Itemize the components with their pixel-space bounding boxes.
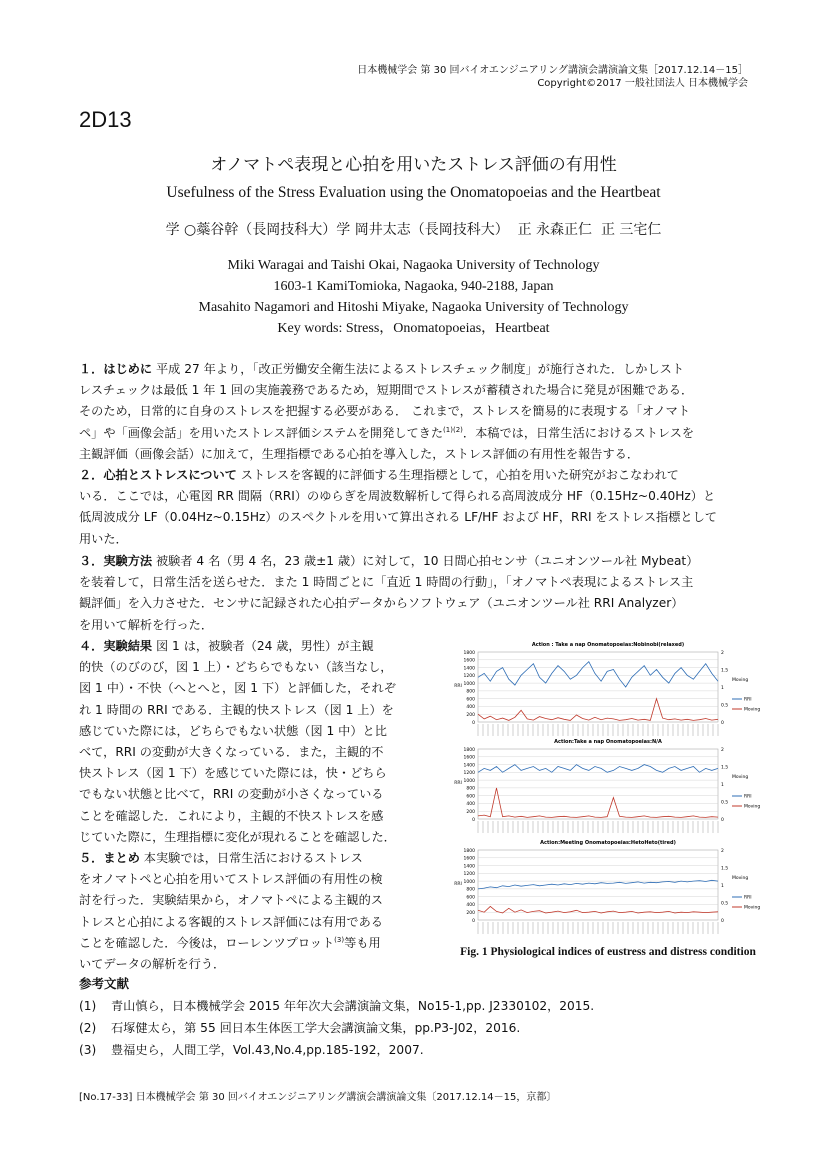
text-line: をオノマトペと心拍を用いてストレス評価の有用性の検: [79, 872, 383, 887]
page-footer: [No.17-33] 日本機械学会 第 30 回バイオエンジニアリング講演会講演論文集〔2017.12.14－15，京都〕: [79, 1092, 557, 1103]
y-tick-label: 1600: [463, 856, 475, 862]
y-tick-label: 600: [466, 794, 475, 800]
text-line: れ 1 時間の RRI である．主観的快ストレス（図 1 上）を: [79, 702, 394, 717]
y-tick-label: 200: [466, 911, 475, 917]
section-heading: ５．まとめ: [79, 851, 140, 865]
y2-tick-label: 1: [721, 782, 724, 788]
text-line: ことを確認した．今後は，ローレンツプロット$^{(3)}$等も用: [79, 935, 381, 950]
section-heading: ４．実験結果: [79, 639, 153, 653]
text-line: 快ストレス（図 1 下）を感じていた際には，快・どちら: [79, 766, 387, 781]
y-tick-label: 800: [466, 689, 475, 695]
y2-tick-label: 0: [721, 720, 724, 726]
y-axis-label: RRI: [454, 781, 462, 786]
y-tick-label: 0: [472, 918, 475, 924]
section-summary: [79, 848, 413, 975]
text-line: 観評価」を入力させた．センサに記録された心拍データからソフトウェア（ユニオンツール社 RRI Analyzer）: [79, 596, 684, 611]
chart-title: Action:Take a nap Onomatopoeias:N/A: [554, 739, 662, 745]
reference-text: 青山慎ら，日本機械学会 2015 年年次大会講演論文集，No15-1,pp. J2330102，2015.: [111, 999, 595, 1013]
series-line-moving: [478, 788, 718, 818]
text-line: そのため，日常的に自身のストレスを把握する必要がある． これまで，ストレスを簡易的に表現する「オノマト: [79, 404, 691, 419]
y-axis-label: RRI: [454, 882, 462, 887]
y-tick-label: 1200: [463, 872, 475, 878]
y-tick-label: 1800: [463, 650, 475, 656]
y2-tick-label: 0.5: [721, 703, 729, 709]
text-line: トレスと心拍による客観的ストレス評価には有用である: [79, 914, 383, 929]
chart-title: Action:Meeting Onomatopoeias:HetoHeto(tired): [540, 840, 676, 846]
plot-area: [478, 749, 718, 819]
text-line: 低周波成分 LF（0.04Hz~0.15Hz）のスペクトルを用いて算出される LF/HF および HF，RRI をストレス指標として: [79, 510, 717, 525]
text-line: じていた際に，生理指標に変化が現れることを確認した．: [79, 829, 396, 844]
authors-japanese: 学 ○蘂谷幹（長岡技科大）学 岡井太志（長岡技科大） 正 永森正仁 正 三宅仁: [165, 222, 662, 238]
y-tick-label: 1400: [463, 864, 475, 870]
text-line: ３．実験方法 被験者 4 名（男 4 名，23 歳±1 歳）に対して，10 日間心拍センサ（ユニオンツール社 Mybeat）: [79, 554, 699, 568]
y-tick-label: 400: [466, 903, 475, 909]
series-line-rri: [478, 880, 718, 889]
text-line: 感じていた際には，どちらでもない状態（図 1 中）と比: [79, 723, 387, 738]
series-line-moving: [478, 699, 718, 721]
series-line-moving: [478, 906, 718, 913]
text-line: １．はじめに 平成 27 年より，「改正労働安全衛生法によるストレスチェック制度」が施行された．しかしスト: [79, 362, 685, 376]
y2-axis-label: Moving: [732, 876, 749, 881]
y2-tick-label: 0: [721, 817, 724, 823]
y2-tick-label: 0.5: [721, 901, 729, 907]
y2-tick-label: 0.5: [721, 800, 729, 806]
y-tick-label: 600: [466, 697, 475, 703]
text-line: いてデータの解析を行う．: [79, 957, 226, 972]
section-heartbeat-stress: [79, 465, 749, 550]
text-line: を用いて解析を行った．: [79, 617, 214, 632]
series-line-rri: [478, 765, 718, 773]
y-tick-label: 0: [472, 720, 475, 726]
legend-label: Moving: [744, 707, 761, 713]
y-tick-label: 1000: [463, 879, 475, 885]
text-line: ２．心拍とストレスについて ストレスを客観的に評価する生理指標として，心拍を用いた研究がおこなわれて: [79, 468, 679, 482]
legend-label: Moving: [744, 804, 761, 810]
y-tick-label: 1600: [463, 658, 475, 664]
text-line: いる．ここでは，心電図 RR 間隔（RRI）のゆらぎを周波数解析して得られる高周波成分 HF（0.15Hz~0.40Hz）と: [79, 489, 716, 504]
y-tick-label: 800: [466, 887, 475, 893]
reference-number: (3): [79, 1043, 97, 1057]
text-line: 用いた．: [79, 531, 128, 546]
section-heading: ３．実験方法: [79, 554, 153, 568]
y-tick-label: 1800: [463, 747, 475, 753]
y2-tick-label: 2: [721, 747, 724, 753]
y2-tick-label: 1: [721, 883, 724, 889]
paper-id: 2D13: [79, 107, 132, 132]
keywords-line: Key words: Stress，Onomatopoeias，Heartbeat: [277, 321, 550, 336]
chart-tired: [448, 836, 768, 956]
legend-label: RRI: [744, 697, 752, 703]
affiliation-line: Miki Waragai and Taishi Okai, Nagaoka University of Technology: [227, 258, 600, 273]
text-line: 的快（のびのび，図 1 上）・どちらでもない（該当なし，: [79, 660, 393, 675]
y2-tick-label: 0: [721, 918, 724, 924]
plot-area: [478, 652, 718, 722]
running-header: 日本機械学会 第 30 回バイオエンジニアリング講演会講演論文集［2017.12.14－15］: [357, 65, 748, 76]
figure-caption: Fig. 1 Physiological indices of eustress and distress condition: [460, 946, 756, 958]
reference-text: 石塚健太ら，第 55 回日本生体医工学大会講演論文集，pp.P3-J02，2016.: [111, 1021, 521, 1035]
text-line: 主観評価（画像会話）に加えて，生理指標である心拍を導入した，ストレス評価の有用性を報告する．: [79, 446, 640, 461]
reference-text: 豊福史ら，人間工学，Vol.43,No.4,pp.185-192，2007.: [111, 1043, 424, 1057]
y2-tick-label: 1.5: [721, 765, 729, 771]
section-results: [79, 636, 413, 848]
section-heading: ２．心拍とストレスについて: [79, 468, 237, 482]
text-line: ５．まとめ 本実験では，日常生活におけるストレス: [79, 851, 363, 865]
y2-tick-label: 1.5: [721, 866, 729, 872]
y-tick-label: 800: [466, 786, 475, 792]
y-axis-label: RRI: [454, 684, 462, 689]
y-tick-label: 1000: [463, 778, 475, 784]
reference-item: [79, 997, 594, 1014]
section-introduction: [79, 359, 749, 465]
affiliation-line: 1603-1 KamiTomioka, Nagaoka, 940-2188, Japan: [273, 279, 554, 294]
y-tick-label: 200: [466, 713, 475, 719]
y-tick-label: 1400: [463, 763, 475, 769]
y-tick-label: 1400: [463, 666, 475, 672]
text-line: べて，RRI の変動が大きくなっている．また，主観的不: [79, 745, 384, 760]
references-heading: 参考文献: [79, 976, 130, 991]
y-tick-label: 1200: [463, 771, 475, 777]
text-line: を装着して，日常生活を送らせた．また 1 時間ごとに「直近 1 時間の行動」，「オノマトペ表現によるストレス主: [79, 575, 694, 590]
y-tick-label: 1800: [463, 848, 475, 854]
section-method: [79, 551, 749, 636]
title-english: Usefulness of the Stress Evaluation using the Onomatopoeias and the Heartbeat: [166, 184, 661, 201]
y-tick-label: 200: [466, 810, 475, 816]
copyright-line: Copyright©2017 一般社団法人 日本機械学会: [537, 78, 748, 89]
citation-superscript: (1)(2): [443, 425, 463, 434]
legend-label: Moving: [744, 905, 761, 911]
y2-tick-label: 1: [721, 685, 724, 691]
reference-number: (2): [79, 1021, 97, 1035]
legend-label: RRI: [744, 895, 752, 901]
y2-tick-label: 2: [721, 650, 724, 656]
text-line: ４．実験結果 図 1 は，被験者（24 歳，男性）が主観: [79, 639, 374, 653]
y2-axis-label: Moving: [732, 678, 749, 683]
citation-superscript: (3): [334, 935, 345, 944]
text-line: ペ」や「画像会話」を用いたストレス評価システムを開発してきた$^{(1)(2)}$．本稿では，日常生活におけるストレスを: [79, 425, 695, 440]
reference-number: (1): [79, 999, 97, 1013]
y2-axis-label: Moving: [732, 775, 749, 780]
chart-title: Action : Take a nap Onomatopoeias:Nobinobi(relaxed): [531, 642, 685, 648]
reference-item: [79, 1019, 520, 1036]
text-line: レスチェックは最低 1 年 1 回の実施義務であるため，短期間でストレスが蓄積された場合に発見が困難である．: [79, 383, 694, 398]
y-tick-label: 1000: [463, 681, 475, 687]
text-line: 討を行った．実験結果から，オノマトペによる主観的ス: [79, 893, 383, 908]
y2-tick-label: 2: [721, 848, 724, 854]
y-tick-label: 400: [466, 802, 475, 808]
affiliation-line: Masahito Nagamori and Hitoshi Miyake, Nagaoka University of Technology: [198, 300, 629, 315]
legend-label: RRI: [744, 794, 752, 800]
title-japanese: オノマトペ表現と心拍を用いたストレス評価の有用性: [210, 155, 617, 175]
y-tick-label: 1600: [463, 755, 475, 761]
y-tick-label: 0: [472, 817, 475, 823]
text-line: 図 1 中）・不快（へとへと，図 1 下）と評価した，それぞ: [79, 681, 396, 696]
y-tick-label: 600: [466, 895, 475, 901]
y-tick-label: 1200: [463, 674, 475, 680]
reference-item: [79, 1041, 424, 1058]
y2-tick-label: 1.5: [721, 668, 729, 674]
text-line: でもない状態と比べて，RRI の変動が小さくなっている: [79, 787, 384, 802]
section-heading: １．はじめに: [79, 362, 153, 376]
text-line: ことを確認した．これにより，主観的不快ストレスを感: [79, 808, 384, 823]
y-tick-label: 400: [466, 705, 475, 711]
